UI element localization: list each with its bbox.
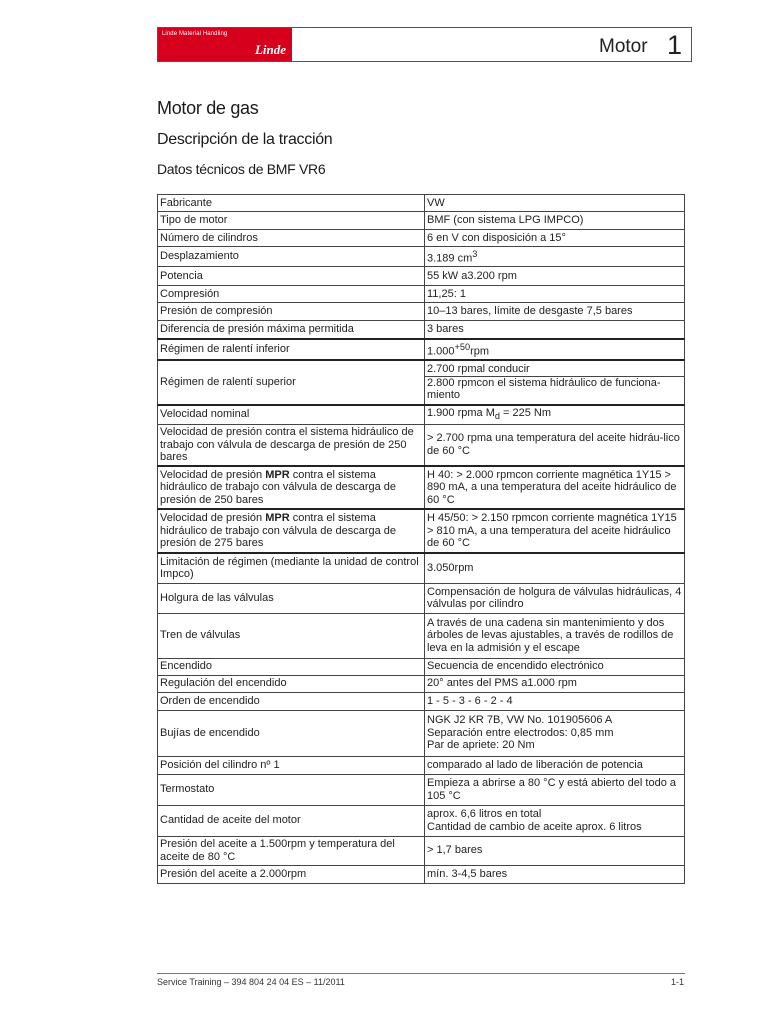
spec-label: Tipo de motor: [158, 212, 425, 230]
spec-value-superscript: +50: [454, 341, 471, 352]
spec-label: Cantidad de aceite del motor: [158, 805, 425, 836]
spec-value: [425, 710, 685, 756]
spec-label: Posición del cilindro nº 1: [158, 756, 425, 774]
spec-value: 1 - 5 - 3 - 6 - 2 - 4: [425, 692, 685, 710]
spec-value: Empieza a abrirse a 80 °C y está abierto del todo a 105 °C: [425, 774, 685, 805]
table-row: [158, 509, 685, 553]
spec-label: Holgura de las válvulas: [158, 583, 425, 613]
spec-label: Orden de encendido: [158, 692, 425, 710]
spec-label-bold: MPR: [265, 468, 290, 481]
linde-logo: [158, 28, 292, 61]
spec-value-line: Par de apriete: 20 Nm: [427, 739, 535, 752]
footer-text: Service Training – 394 804 24 04 ES – 11/2011: [157, 977, 345, 987]
spec-label: Limitación de régimen (mediante la unidad de control Impco): [158, 553, 425, 583]
logo-brand-text: Linde: [254, 42, 286, 57]
page-header: [157, 27, 692, 62]
table-row: [158, 286, 685, 303]
chapter-title: Motor: [599, 36, 648, 57]
spec-label: Desplazamiento: [158, 247, 425, 267]
spec-label: [158, 509, 425, 553]
spec-value: comparado al lado de liberación de potencia: [425, 756, 685, 774]
spec-label: Potencia: [158, 267, 425, 286]
spec-value: 3 bares: [425, 321, 685, 339]
spec-label: Velocidad de presión contra el sistema hidráulico de trabajo con válvula de descarga de presión de 250 bares: [158, 424, 425, 466]
table-row: [158, 405, 685, 424]
spec-label-bold: MPR: [265, 512, 290, 525]
spec-label-rest: contra el sistema hidráulico de trabajo con válvula de descarga de presión de 275 bares: [160, 512, 397, 550]
spec-label: Diferencia de presión máxima permitida: [158, 321, 425, 339]
spec-value: 55 kW a3.200 rpm: [425, 267, 685, 286]
spec-value-tail: = 225 Nm: [499, 406, 552, 419]
spec-value-line: 2.700 rpmal conducir: [427, 363, 530, 376]
spec-value-line: Separación entre electrodos: 0,85 mm: [427, 726, 614, 739]
table-row: [158, 247, 685, 267]
table-row: [158, 692, 685, 710]
table-row: [158, 303, 685, 321]
spec-label: Presión del aceite a 2.000rpm: [158, 865, 425, 883]
spec-value: mín. 3-4,5 bares: [425, 865, 685, 883]
table-row: [158, 360, 685, 405]
spec-value-superscript: 3: [472, 249, 478, 259]
spec-value-unit: rpm: [470, 345, 490, 358]
spec-label: Régimen de ralentí superior: [158, 360, 425, 405]
spec-label: Compresión: [158, 286, 425, 303]
table-row: [158, 710, 685, 756]
spec-label: Régimen de ralentí inferior: [158, 339, 425, 360]
spec-value: 10–13 bares, límite de desgaste 7,5 bares: [425, 303, 685, 321]
table-row: [158, 865, 685, 883]
spec-label: Número de cilindros: [158, 230, 425, 247]
spec-value: VW: [425, 195, 685, 212]
table-row: [158, 212, 685, 230]
table-row: [158, 553, 685, 583]
spec-label: Fabricante: [158, 195, 425, 212]
table-row: [158, 195, 685, 212]
spec-label: Velocidad nominal: [158, 405, 425, 424]
spec-value: BMF (con sistema LPG IMPCO): [425, 212, 685, 230]
heading-datos-tecnicos: Datos técnicos de BMF VR6: [157, 161, 326, 177]
spec-value-main: 1.000: [427, 345, 455, 358]
table-row: [158, 583, 685, 613]
spec-value: 20° antes del PMS a1.000 rpm: [425, 675, 685, 692]
heading-descripcion: Descripción de la tracción: [157, 131, 333, 148]
spec-value: 11,25: 1: [425, 286, 685, 303]
spec-value-line: 2.800 rpmcon el sistema hidráulico de funciona-miento: [425, 376, 684, 402]
spec-value: 6 en V con disposición a 15°: [425, 230, 685, 247]
table-row: [158, 805, 685, 836]
spec-label-rest: contra el sistema hidráulico de trabajo con válvula de descarga de presión de 250 bares: [160, 468, 397, 506]
spec-label: Bujías de encendido: [158, 710, 425, 756]
spec-value-main: 3.189 cm: [427, 252, 473, 265]
chapter-number: 1: [667, 30, 683, 60]
spec-label: Presión del aceite a 1.500rpm y temperatura del aceite de 80 °C: [158, 836, 425, 865]
table-row: [158, 424, 685, 466]
table-row: [158, 321, 685, 339]
spec-label: Presión de compresión: [158, 303, 425, 321]
table-row: [158, 613, 685, 658]
spec-value-line: Cantidad de cambio de aceite aprox. 6 litros: [427, 820, 642, 833]
spec-label: [158, 466, 425, 509]
table-row: [158, 658, 685, 675]
spec-value: [425, 339, 685, 360]
spec-value: H 45/50: > 2.150 rpmcon corriente magnética 1Y15 > 810 mA, a una temperatura del aceite hidráulico de 60 °C: [425, 509, 685, 553]
footer-divider: [157, 973, 685, 974]
spec-value-line: NGK J2 KR 7B, VW No. 101905606 A: [427, 714, 613, 727]
table-row: [158, 675, 685, 692]
spec-value: [425, 405, 685, 424]
table-row: [158, 339, 685, 360]
spec-value: [425, 360, 685, 405]
spec-label: Tren de válvulas: [158, 613, 425, 658]
page-number: 1-1: [670, 977, 684, 987]
table-row: [158, 774, 685, 805]
logo-small-text: Linde Material Handling: [162, 31, 228, 37]
table-row: [158, 466, 685, 509]
spec-value: [425, 247, 685, 267]
spec-value: > 1,7 bares: [425, 836, 685, 865]
spec-value: A través de una cadena sin mantenimiento y dos árboles de levas ajustables, a través de rodillos de leva en la admisión y el escape: [425, 613, 685, 658]
spec-label-pre: Velocidad de presión: [160, 512, 266, 525]
spec-label-pre: Velocidad de presión: [160, 468, 266, 481]
spec-value: H 40: > 2.000 rpmcon corriente magnética 1Y15 > 890 mA, a una temperatura del aceite hidráulico de 60 °C: [425, 466, 685, 509]
table-row: [158, 230, 685, 247]
table-row: [158, 836, 685, 865]
specs-table: [157, 194, 685, 884]
spec-value-main: 1.900 rpma M: [427, 406, 495, 419]
heading-motor-de-gas: Motor de gas: [157, 98, 259, 118]
spec-value: [425, 805, 685, 836]
spec-value: > 2.700 rpma una temperatura del aceite hidráu-lico de 60 °C: [425, 424, 685, 466]
table-row: [158, 756, 685, 774]
spec-value: 3.050rpm: [425, 553, 685, 583]
spec-value-subscript: d: [494, 411, 500, 421]
spec-value-line: aprox. 6,6 litros en total: [427, 808, 542, 820]
spec-label: Regulación del encendido: [158, 675, 425, 692]
table-row: [158, 267, 685, 286]
spec-value: Secuencia de encendido electrónico: [425, 658, 685, 675]
spec-value: Compensación de holgura de válvulas hidráulicas, 4 válvulas por cilindro: [425, 583, 685, 613]
spec-label: Encendido: [158, 658, 425, 675]
spec-label: Termostato: [158, 774, 425, 805]
